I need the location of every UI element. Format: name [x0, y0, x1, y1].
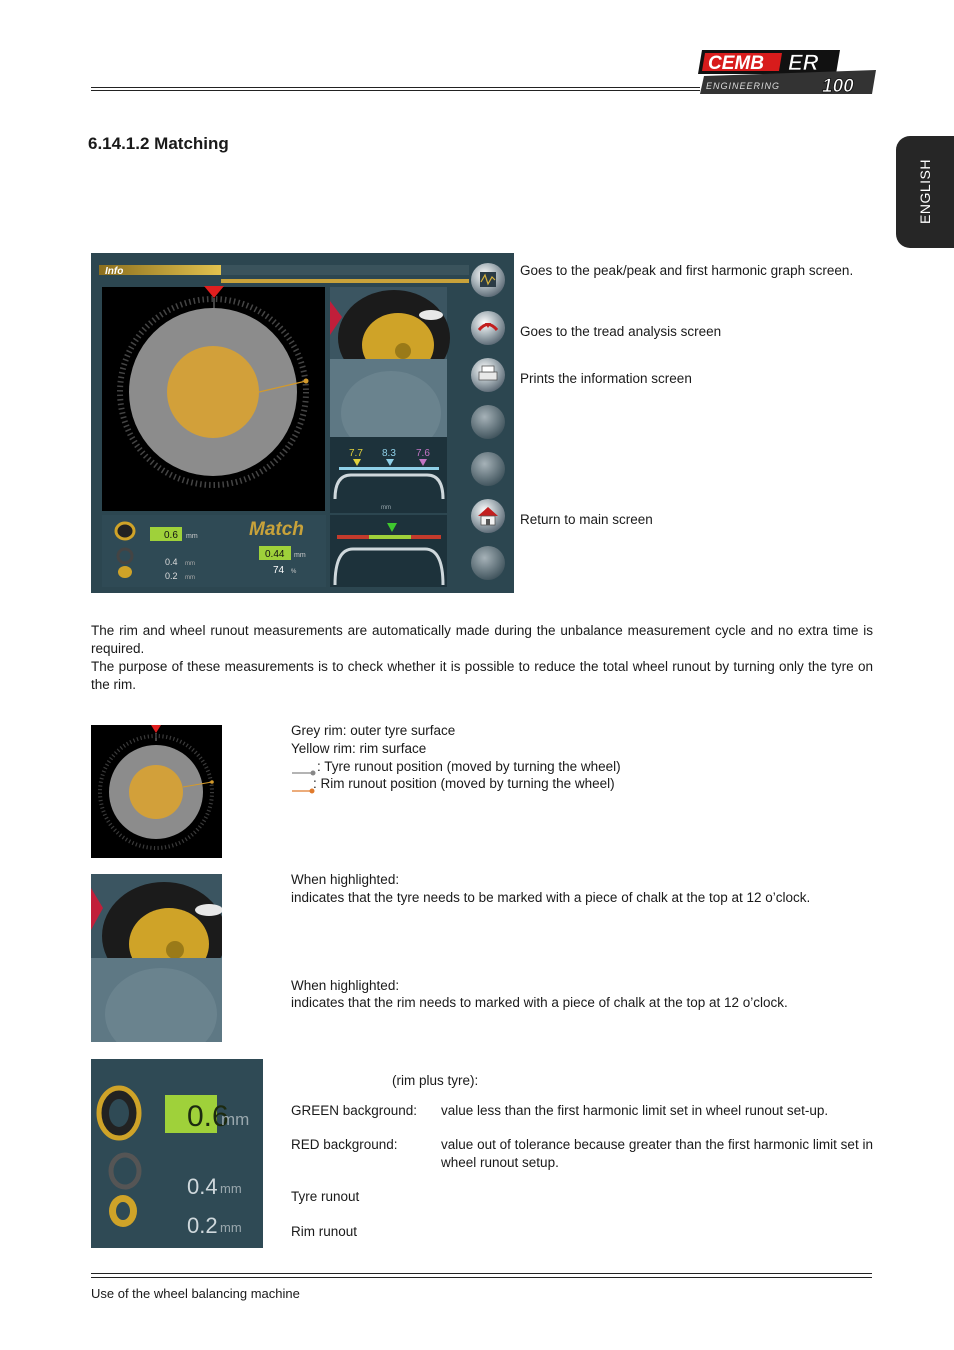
percent-unit: %	[291, 569, 297, 575]
matching-screen	[91, 253, 514, 593]
home-button[interactable]	[471, 499, 505, 533]
rim-chalk-text: indicates that the rim needs to marked with a piece of chalk at the top at 12 o’clock.	[291, 995, 788, 1010]
logo-model: ER	[788, 50, 819, 75]
rim-runout-label: Rim runout	[291, 1224, 358, 1239]
info-tab[interactable]: Info	[105, 266, 124, 277]
match-percent: 74	[273, 565, 285, 576]
green-text: value less than the first harmonic limit set in wheel runout set-up.	[441, 1103, 829, 1118]
tyre-pointer-icon	[291, 764, 317, 772]
graph-button[interactable]	[471, 263, 505, 297]
logo-brand: CEMB	[708, 53, 764, 74]
tread-value-2: 8.3	[382, 448, 396, 459]
green-label: GREEN background:	[291, 1103, 418, 1118]
blank-button-2[interactable]	[471, 452, 505, 486]
graph-button-desc: Goes to the peak/peak and first harmonic graph screen.	[520, 263, 854, 278]
tyre-runout-label: Tyre runout	[291, 1189, 360, 1204]
total-runout-value: 0.6	[164, 530, 178, 541]
legend-tyre-pos: : Tyre runout position (moved by turning the wheel)	[317, 759, 621, 774]
tyre-chalk-text: indicates that the tyre needs to be marked with a piece of chalk at the top at 12 o’clock.	[291, 890, 811, 905]
tyre-runout-unit: mm	[185, 561, 195, 567]
footer-rule	[91, 1273, 872, 1274]
intro-paragraph-1: The rim and wheel runout measurements are automatically made during the unbalance measurement cycle and no extra time is required.	[91, 623, 873, 656]
tread-unit: mm	[381, 505, 391, 511]
rim-chalk-title: When highlighted:	[291, 978, 400, 993]
print-button-desc: Prints the information screen	[520, 371, 692, 386]
tyre-chalk-title: When highlighted:	[291, 872, 400, 887]
match-label: Match	[249, 519, 304, 540]
footer-rule	[91, 1277, 872, 1278]
home-button-desc: Return to main screen	[520, 512, 653, 527]
runout-panel-image	[91, 1059, 263, 1248]
blank-button-1[interactable]	[471, 405, 505, 439]
red-label: RED background:	[291, 1137, 398, 1152]
tyre-runout-value: 0.4	[165, 557, 178, 567]
rim-runout-value: 0.2	[165, 571, 178, 581]
language-label: ENGLISH	[917, 159, 933, 225]
intro-paragraph-2: The purpose of these measurements is to check whether it is possible to reduce the total wheel runout by turning only the tyre on the rim.	[91, 659, 873, 692]
wheel-diagram-image	[91, 725, 222, 858]
legend-grey: Grey rim: outer tyre surface	[291, 723, 456, 738]
zoom-tyre-runout-value: 0.4	[187, 1174, 218, 1199]
chalk-mark-image	[91, 874, 222, 1042]
section-title: 6.14.1.2 Matching	[88, 134, 229, 153]
language-tab	[896, 136, 954, 248]
rim-runout-unit: mm	[185, 575, 195, 581]
tread-value-1: 7.7	[349, 448, 363, 459]
print-button[interactable]	[471, 358, 505, 392]
footer-text: Use of the wheel balancing machine	[91, 1286, 300, 1301]
logo-subtitle: ENGINEERING	[706, 81, 781, 91]
header-rule	[91, 87, 700, 88]
cemb-logo	[698, 46, 880, 96]
zoom-rim-runout-unit: mm	[220, 1220, 242, 1235]
legend-rim-pos: : Rim runout position (moved by turning the wheel)	[313, 776, 615, 791]
zoom-tyre-runout-unit: mm	[220, 1181, 242, 1196]
zoom-total-runout-value: 0.6	[187, 1100, 229, 1133]
header-rule	[91, 90, 700, 91]
blank-button-3[interactable]	[471, 546, 505, 580]
legend-yellow: Yellow rim: rim surface	[291, 741, 427, 756]
red-text: value out of tolerance because greater than the first harmonic limit set in wheel runout setup.	[441, 1137, 873, 1170]
zoom-rim-runout-value: 0.2	[187, 1213, 218, 1238]
tread-button-desc: Goes to the tread analysis screen	[520, 324, 722, 339]
zoom-total-runout-unit: mm	[221, 1110, 250, 1129]
tread-button[interactable]	[471, 311, 505, 345]
logo-number: 100	[822, 76, 854, 96]
runout-header: (rim plus tyre):	[392, 1073, 479, 1088]
match-unit: mm	[294, 552, 306, 559]
total-runout-unit: mm	[186, 533, 198, 540]
match-value: 0.44	[265, 549, 285, 560]
tread-value-3: 7.6	[416, 448, 430, 459]
